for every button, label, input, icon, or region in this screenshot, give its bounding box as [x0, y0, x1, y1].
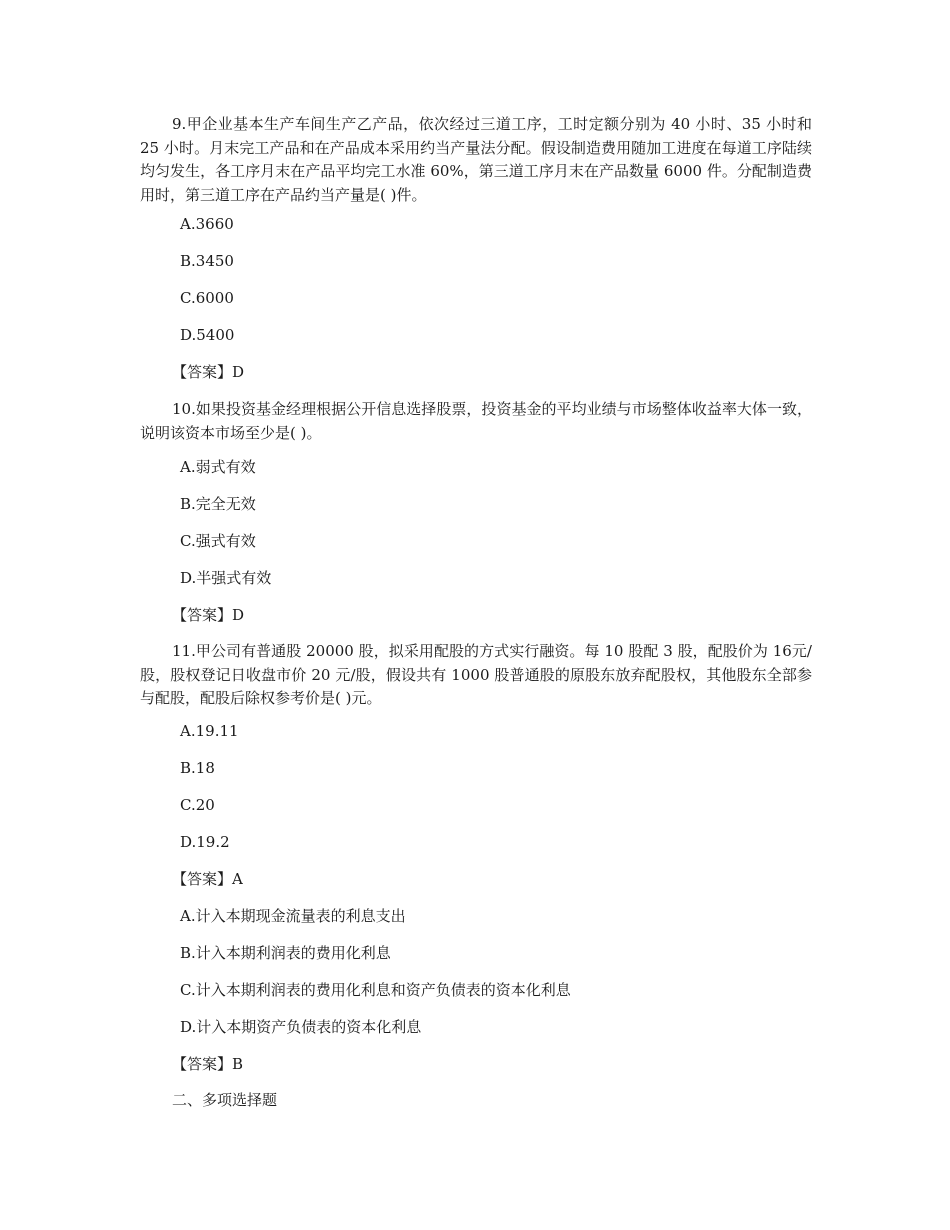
section-heading: 二、多项选择题	[172, 1091, 278, 1109]
question-10-option-c: C.强式有效	[180, 532, 256, 550]
question-12-answer: 【答案】B	[172, 1055, 244, 1073]
question-11-stem: 11.甲公司有普通股 20000 股，拟采用配股的方式实行融资。每 10 股配 3 股，配股价为 16元/股，股权登记日收盘市价 20 元/股，假设共有 1000 股普通股的原股东放弃配股权，其他股东全部参与配股，配股后除权参考价是( )元。	[140, 642, 812, 707]
question-10-option-d: D.半强式有效	[180, 569, 272, 587]
question-11-answer: 【答案】A	[172, 870, 243, 888]
question-11-option-b: B.18	[180, 759, 215, 777]
question-9-option-a: A.3660	[180, 215, 234, 233]
question-11-option-d: D.19.2	[180, 833, 230, 851]
question-10-answer: 【答案】D	[172, 606, 245, 624]
question-12-option-a: A.计入本期现金流量表的利息支出	[180, 907, 406, 925]
question-11-option-c: C.20	[180, 796, 215, 814]
question-9-option-c: C.6000	[180, 289, 234, 307]
question-12-option-c: C.计入本期利润表的费用化利息和资产负债表的资本化利息	[180, 981, 571, 999]
question-10-option-a: A.弱式有效	[180, 458, 256, 476]
question-9-option-d: D.5400	[180, 326, 235, 344]
question-10-option-b: B.完全无效	[180, 495, 256, 513]
question-9-option-b: B.3450	[180, 252, 234, 270]
question-12-option-b: B.计入本期利润表的费用化利息	[180, 944, 391, 962]
question-9-answer: 【答案】D	[172, 363, 245, 381]
question-9-stem: 9.甲企业基本生产车间生产乙产品，依次经过三道工序，工时定额分别为 40 小时、35 小时和 25 小时。月末完工产品和在产品成本采用约当产量法分配。假设制造费用随加工进度在每道工序陆续均匀发生，各工序月末在产品平均完工水准 60%，第三道工序月末在产品数量 6000 件。分配制造费用时，第三道工序在产品约当产量是( )件。	[140, 115, 812, 204]
question-10-stem: 10.如果投资基金经理根据公开信息选择股票，投资基金的平均业绩与市场整体收益率大体一致，说明该资本市场至少是( )。	[140, 400, 812, 442]
question-11-option-a: A.19.11	[180, 722, 239, 740]
question-12-option-d: D.计入本期资产负债表的资本化利息	[180, 1018, 422, 1036]
